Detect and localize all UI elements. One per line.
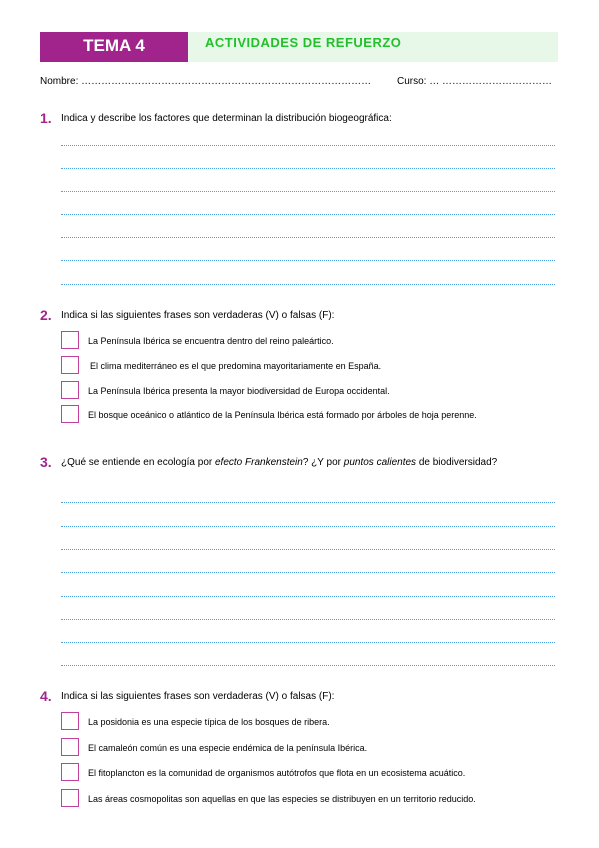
answer-line[interactable] <box>61 191 555 192</box>
true-false-checkbox[interactable] <box>61 712 79 730</box>
answer-line[interactable] <box>61 214 555 215</box>
question-1-number: 1. <box>40 110 52 126</box>
true-false-checkbox[interactable] <box>61 331 79 349</box>
answer-line[interactable] <box>61 168 555 169</box>
tema-label: TEMA 4 <box>83 36 145 55</box>
question-1-text: Indica y describe los factores que determinan la distribución biogeográfica: <box>61 113 392 124</box>
true-false-checkbox[interactable] <box>61 381 79 399</box>
question-2-number: 2. <box>40 307 52 323</box>
answer-line[interactable] <box>61 526 555 527</box>
answer-line[interactable] <box>61 596 555 597</box>
statement-text: El camaleón común es una especie endémica de la península Ibérica. <box>88 743 368 753</box>
question-3-text-part: ? ¿Y por <box>302 457 344 468</box>
nombre-field[interactable]: Nombre: …………………………………………………………………………… <box>40 76 372 87</box>
answer-line[interactable] <box>61 502 555 503</box>
true-false-checkbox[interactable] <box>61 356 79 374</box>
answer-line[interactable] <box>61 237 555 238</box>
true-false-checkbox[interactable] <box>61 738 79 756</box>
answer-line[interactable] <box>61 549 555 550</box>
statement-text: La Península Ibérica se encuentra dentro del reino paleártico. <box>88 336 334 346</box>
answer-line[interactable] <box>61 619 555 620</box>
statement-text: Las áreas cosmopolitas son aquellas en que las especies se distribuyen en un territorio reducido. <box>88 794 476 804</box>
true-false-checkbox[interactable] <box>61 763 79 781</box>
question-3-italic-term: efecto Frankenstein <box>215 457 303 468</box>
true-false-checkbox[interactable] <box>61 789 79 807</box>
answer-line[interactable] <box>61 145 555 146</box>
true-false-checkbox[interactable] <box>61 405 79 423</box>
question-3-text-part: de biodiversidad? <box>416 457 498 468</box>
question-3-text-part: ¿Qué se entiende en ecología por <box>61 457 215 468</box>
question-3-number: 3. <box>40 454 52 470</box>
answer-line[interactable] <box>61 642 555 643</box>
question-4-number: 4. <box>40 688 52 704</box>
statement-text: El bosque oceánico o atlántico de la Península Ibérica está formado por árboles de hoja perenne. <box>88 410 477 420</box>
question-4-text: Indica si las siguientes frases son verdaderas (V) o falsas (F): <box>61 691 335 702</box>
page-title: ACTIVIDADES DE REFUERZO <box>205 35 402 50</box>
statement-text: La Península Ibérica presenta la mayor biodiversidad de Europa occidental. <box>88 386 390 396</box>
question-3-italic-term: puntos calientes <box>343 457 417 468</box>
question-2-text: Indica si las siguientes frases son verdaderas (V) o falsas (F): <box>61 310 335 321</box>
answer-line[interactable] <box>61 665 555 666</box>
statement-text: El clima mediterráneo es el que predomina mayoritariamente en España. <box>90 361 382 371</box>
answer-line[interactable] <box>61 572 555 573</box>
answer-line[interactable] <box>61 284 555 285</box>
curso-field[interactable]: Curso: … …………………………… <box>397 76 553 87</box>
answer-line[interactable] <box>61 260 555 261</box>
question-3-text <box>61 455 556 471</box>
statement-text: La posidonia es una especie típica de los bosques de ribera. <box>88 717 330 727</box>
statement-text: El fitoplancton es la comunidad de organismos autótrofos que flota en un ecosistema acuático. <box>88 768 466 778</box>
